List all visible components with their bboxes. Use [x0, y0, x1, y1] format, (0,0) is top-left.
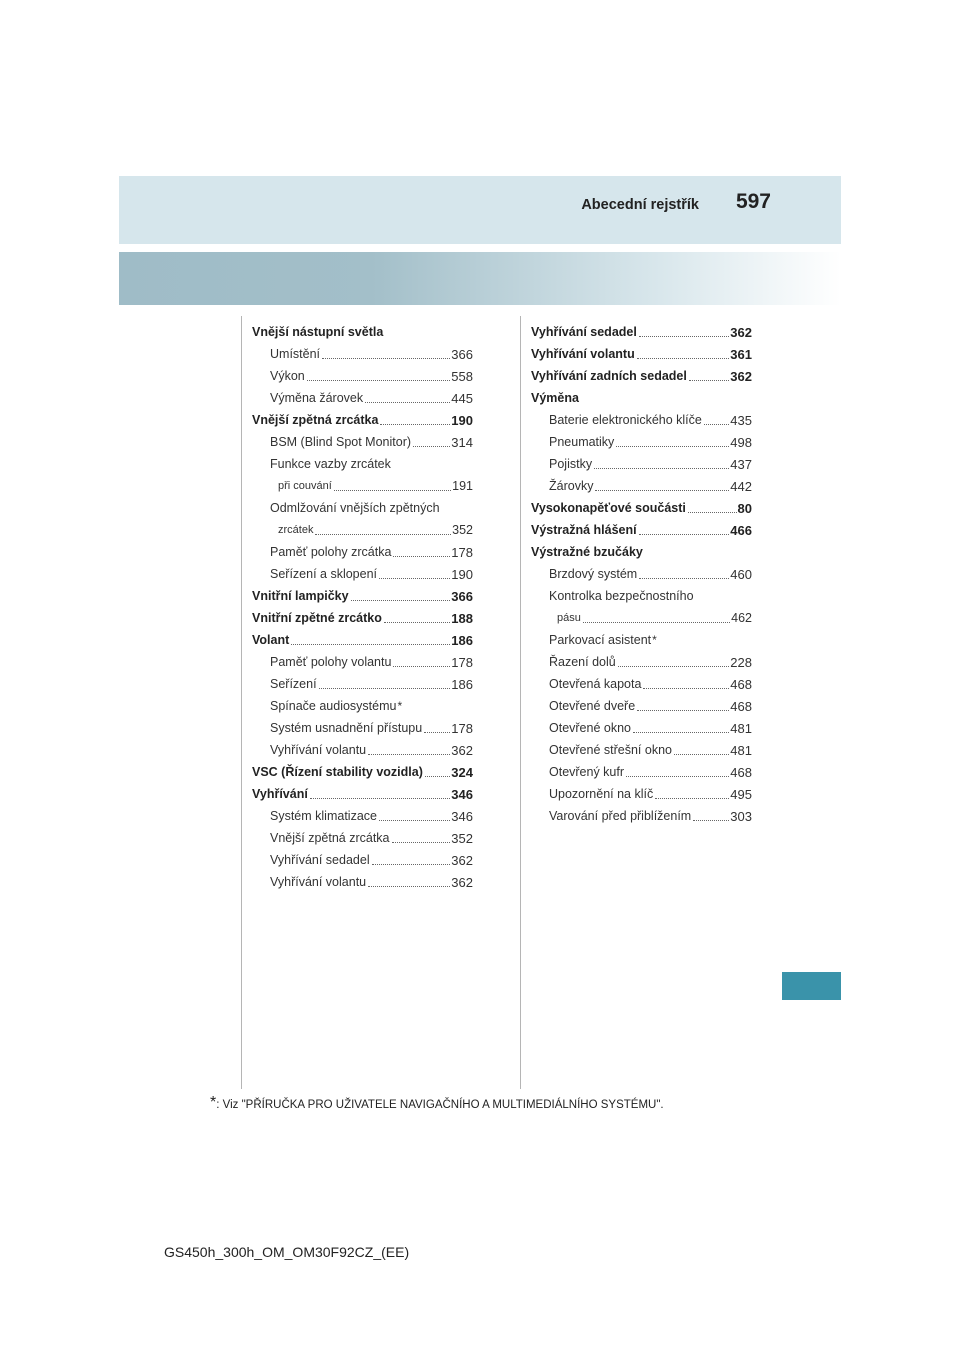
index-entry: [531, 648, 752, 670]
page-ref: 366: [451, 347, 473, 362]
index-entry: [531, 450, 752, 472]
page-ref: 435: [730, 413, 752, 428]
page-ref: 186: [451, 677, 473, 692]
page-ref: 186: [451, 633, 473, 648]
index-entry: [531, 626, 752, 648]
leader-dots: [639, 533, 730, 535]
page-ref: 361: [730, 347, 752, 362]
page-ref: 178: [451, 545, 473, 560]
leader-dots: [424, 731, 450, 733]
index-entry: [252, 846, 473, 868]
chapter-tab: [782, 972, 841, 1000]
entry-label: Paměť polohy zrcátka: [270, 545, 392, 559]
page-ref: 445: [451, 391, 473, 406]
entry-label: Vyhřívání sedadel: [270, 853, 370, 867]
index-entry: [531, 428, 752, 450]
index-entry: [531, 604, 752, 626]
index-entry: [252, 714, 473, 736]
section-band: [119, 252, 841, 305]
leader-dots: [643, 687, 729, 689]
page-ref: 346: [451, 809, 473, 824]
page-ref: 352: [452, 523, 473, 537]
entry-label: Spínače audiosystému: [270, 699, 397, 713]
page-ref: 346: [451, 787, 473, 802]
index-entry: [252, 736, 473, 758]
leader-dots: [655, 797, 729, 799]
index-entry: [531, 758, 752, 780]
page-ref: 558: [451, 369, 473, 384]
index-entry: [531, 494, 752, 516]
page-ref: 188: [451, 611, 473, 626]
entry-label: Řazení dolů: [549, 655, 616, 669]
page-ref: 80: [737, 501, 752, 516]
entry-label: Vnější zpětná zrcátka: [270, 831, 390, 845]
entry-label: Umístění: [270, 347, 321, 361]
page-ref: 481: [730, 743, 752, 758]
entry-label: Otevřené dveře: [549, 699, 636, 713]
page-ref: 468: [730, 699, 752, 714]
page-ref: 495: [730, 787, 752, 802]
leader-dots: [368, 753, 450, 755]
leader-dots: [368, 885, 450, 887]
entry-label: Baterie elektronického klíče: [549, 413, 702, 427]
index-entry: [531, 384, 752, 406]
leader-dots: [425, 775, 450, 777]
leader-dots: [315, 533, 451, 535]
entry-label: Seřízení a sklopení: [270, 567, 378, 581]
entry-label: Brzdový systém: [549, 567, 638, 581]
entry-label: Odmlžování vnějších zpětných: [270, 501, 440, 515]
entry-label: Vyhřívání sedadel: [531, 325, 637, 339]
entry-label: Otevřený kufr: [549, 765, 625, 779]
index-entry: [531, 714, 752, 736]
leader-dots: [319, 687, 451, 689]
entry-label: Vnější zpětná zrcátka: [252, 413, 379, 427]
index-entry: [252, 560, 473, 582]
leader-dots: [639, 577, 729, 579]
index-entry: [252, 318, 473, 340]
index-entry: [252, 494, 473, 516]
index-entry: [531, 362, 752, 384]
entry-label: Volant: [252, 633, 290, 647]
leader-dots: [380, 423, 450, 425]
leader-dots: [413, 445, 450, 447]
entry-label: Výstražné bzučáky: [531, 545, 643, 559]
leader-dots: [594, 467, 729, 469]
index-entry: [531, 692, 752, 714]
leader-dots: [372, 863, 451, 865]
page-ref: 362: [730, 369, 752, 384]
page-ref: 460: [730, 567, 752, 582]
footnote-text: : Viz "PŘÍRUČKA PRO UŽIVATELE NAVIGAČNÍHO A MULTIMEDIÁLNÍHO SYSTÉMU".: [216, 1099, 664, 1111]
document-code: GS450h_300h_OM_OM30F92CZ_(EE): [164, 1244, 410, 1260]
entry-label: pásu: [557, 612, 581, 624]
index-entry: [252, 362, 473, 384]
index-entry: [531, 340, 752, 362]
page-ref: 462: [731, 611, 752, 625]
page-ref: 314: [451, 435, 473, 450]
entry-label: Výměna žárovek: [270, 391, 364, 405]
leader-dots: [693, 819, 729, 821]
index-entry: [252, 626, 473, 648]
entry-label: Otevřená kapota: [549, 677, 642, 691]
index-entry: [252, 670, 473, 692]
index-entry: [252, 802, 473, 824]
entry-label: VSC (Řízení stability vozidla): [252, 765, 423, 779]
page-ref: 468: [730, 765, 752, 780]
center-divider: [520, 316, 521, 1089]
entry-label: Varování před přiblížením: [549, 809, 692, 823]
index-entry: [252, 428, 473, 450]
index-entry: [252, 780, 473, 802]
page-ref: 190: [451, 413, 473, 428]
footnote-marker: *: [652, 633, 657, 647]
entry-label: Vyhřívání zadních sedadel: [531, 369, 687, 383]
entry-label: Výkon: [270, 369, 305, 383]
index-entry: [252, 472, 473, 494]
entry-label: Vyhřívání volantu: [270, 875, 367, 889]
leader-dots: [626, 775, 729, 777]
entry-label: Vyhřívání: [252, 787, 308, 801]
section-title: Abecední rejstřík: [581, 197, 699, 213]
leader-dots: [639, 335, 729, 337]
page-ref: 191: [452, 479, 473, 493]
entry-label: Systém usnadnění přístupu: [270, 721, 423, 735]
footnote-star: *: [210, 1094, 217, 1111]
index-entry: [252, 824, 473, 846]
entry-label: Výstražná hlášení: [531, 523, 637, 537]
entry-label: Otevřené okno: [549, 721, 631, 735]
index-entry: [252, 582, 473, 604]
entry-label: Kontrolka bezpečnostního: [549, 589, 694, 603]
index-entry: [531, 802, 752, 824]
index-entry: [252, 758, 473, 780]
page-ref: 468: [730, 677, 752, 692]
entry-label: Vyhřívání volantu: [531, 347, 635, 361]
entry-label: BSM (Blind Spot Monitor): [270, 435, 412, 449]
entry-label: Otevřené střešní okno: [549, 743, 672, 757]
leader-dots: [704, 423, 729, 425]
leader-dots: [322, 357, 450, 359]
page-ref: 352: [451, 831, 473, 846]
leader-dots: [618, 665, 730, 667]
page-ref: 362: [451, 853, 473, 868]
leader-dots: [583, 621, 730, 623]
entry-label: Paměť polohy volantu: [270, 655, 392, 669]
entry-label: Parkovací asistent: [549, 633, 652, 647]
entry-label: Vysokonapěťové součásti: [531, 501, 686, 515]
leader-dots: [291, 643, 450, 645]
entry-label: Seřízení: [270, 677, 317, 691]
entry-label: Systém klimatizace: [270, 809, 377, 823]
index-entry: [531, 560, 752, 582]
page-ref: 303: [730, 809, 752, 824]
entry-label: Vnitřní zpětné zrcátko: [252, 611, 382, 625]
index-entry: [252, 538, 473, 560]
index-entry: [252, 384, 473, 406]
index-entry: [252, 406, 473, 428]
index-column-left: [252, 318, 473, 890]
footnote: [210, 1094, 755, 1112]
page-ref: 362: [451, 743, 473, 758]
leader-dots: [637, 709, 729, 711]
page-ref: 362: [451, 875, 473, 890]
leader-dots: [334, 489, 451, 491]
entry-label: při couvání: [278, 480, 332, 492]
entry-label: Vyhřívání volantu: [270, 743, 367, 757]
index-entry: [531, 472, 752, 494]
page-ref: 362: [730, 325, 752, 340]
index-entry: [531, 780, 752, 802]
leader-dots: [637, 357, 730, 359]
index-entry: [252, 450, 473, 472]
index-entry: [252, 340, 473, 362]
page-ref: 228: [730, 655, 752, 670]
index-entry: [531, 406, 752, 428]
leader-dots: [384, 621, 450, 623]
leader-dots: [595, 489, 729, 491]
leader-dots: [365, 401, 450, 403]
index-entry: [252, 604, 473, 626]
leader-dots: [393, 665, 450, 667]
entry-label: Pneumatiky: [549, 435, 615, 449]
page-ref: 498: [730, 435, 752, 450]
leader-dots: [674, 753, 729, 755]
index-entry: [252, 648, 473, 670]
page-ref: 366: [451, 589, 473, 604]
page-ref: 190: [451, 567, 473, 582]
entry-label: Vnější nástupní světla: [252, 325, 384, 339]
index-entry: [531, 516, 752, 538]
page-ref: 178: [451, 721, 473, 736]
index-entry: [252, 692, 473, 714]
left-divider: [241, 316, 242, 1089]
entry-label: Výměna: [531, 391, 579, 405]
index-entry: [531, 318, 752, 340]
leader-dots: [392, 841, 451, 843]
leader-dots: [633, 731, 729, 733]
footnote-marker: *: [397, 699, 403, 713]
entry-label: Funkce vazby zrcátek: [270, 457, 391, 471]
leader-dots: [616, 445, 729, 447]
leader-dots: [393, 555, 450, 557]
entry-label: Upozornění na klíč: [549, 787, 654, 801]
page-header: [119, 176, 841, 244]
page-ref: 178: [451, 655, 473, 670]
leader-dots: [379, 819, 450, 821]
index-entry: [252, 516, 473, 538]
page-ref: 437: [730, 457, 752, 472]
leader-dots: [310, 797, 450, 799]
leader-dots: [307, 379, 451, 381]
entry-label: Vnitřní lampičky: [252, 589, 349, 603]
leader-dots: [351, 599, 451, 601]
page-ref: 442: [730, 479, 752, 494]
index-column-right: [531, 318, 752, 824]
page-number: 597: [735, 190, 771, 213]
entry-label: Pojistky: [549, 457, 593, 471]
index-entry: [531, 538, 752, 560]
index-entry: [531, 736, 752, 758]
page-ref: 324: [451, 765, 473, 780]
leader-dots: [689, 379, 729, 381]
page-ref: 481: [730, 721, 752, 736]
leader-dots: [379, 577, 450, 579]
entry-label: Žárovky: [549, 479, 594, 493]
entry-label: zrcátek: [278, 524, 314, 536]
index-entry: [531, 582, 752, 604]
index-entry: [531, 670, 752, 692]
index-entry: [252, 868, 473, 890]
page-ref: 466: [730, 523, 752, 538]
leader-dots: [688, 511, 737, 513]
